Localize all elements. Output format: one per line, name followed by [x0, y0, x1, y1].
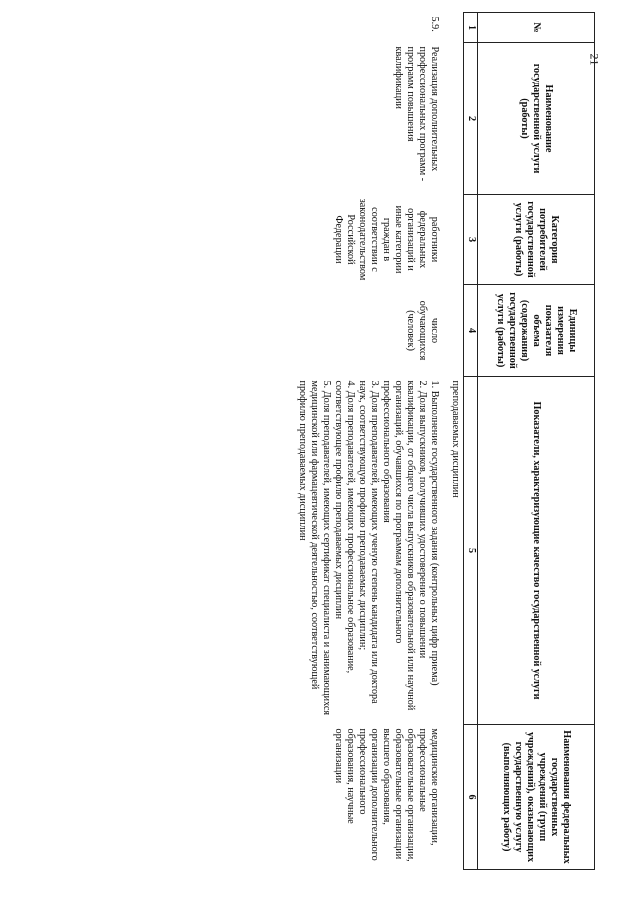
header-row [478, 13, 595, 870]
continuation-row [443, 13, 464, 870]
column-number: 6 [464, 725, 478, 870]
quality-indicators [294, 377, 443, 725]
rotated-table-wrapper [20, 12, 595, 870]
indicator-item: 1. Выполнение государственного задания (контрольных цифр приема) [429, 380, 440, 686]
indicator-item: 3. Доля преподавателей, имеющих ученую степень кандидата или доктора наук, соответствующую профилю преподаваемых дисциплин; [356, 380, 380, 704]
header-consumer-category: Категория потребителей государственной услуги (работы) [478, 195, 595, 285]
column-number: 4 [464, 285, 478, 377]
table-row [294, 13, 443, 870]
column-number: 1 [464, 13, 478, 43]
header-number: № [478, 13, 595, 43]
continuation-text: преподаваемых дисциплин [450, 380, 461, 498]
column-numbers-row [464, 13, 478, 870]
column-number: 3 [464, 195, 478, 285]
indicator-item: 4. Доля преподавателей, имеющих профессиональное образование, соответствующее профилю преподаваемых дисциплин [332, 380, 356, 674]
consumer-category: работники федеральных организаций и иные категории граждан в соответствии с законодательством Российской Федерации [332, 198, 440, 281]
header-institutions: Наименования федеральных государственных учреждений (групп учреждений), оказывающих государственную услугу (выполняющих работу) [478, 725, 595, 870]
institutions: медицинские организации, профессиональные образовательные организации, образовательные организации высшего образования, организации дополнительного профессионального образования, научные организации [332, 728, 440, 862]
column-number: 5 [464, 377, 478, 725]
service-name: Реализация дополнительных профессиональных программ - программ повышения квалификации [392, 46, 440, 182]
header-unit: Единицы измерения показателя объема (содержания) государственной услуги (работы) [478, 285, 595, 377]
column-number: 2 [464, 43, 478, 195]
services-table [294, 12, 595, 870]
page-number: 21 [587, 53, 602, 66]
unit-of-measure: число обучающихся (человек) [404, 300, 440, 361]
row-number: 5.9. [429, 16, 440, 32]
header-service-name: Наименование государственной услуги (работы) [478, 43, 595, 195]
indicator-item: 2. Доля выпускников, получивших удостоверение о повышении квалификации, от общего числа выпускников образовательной или научной организаций, обучавшихся по программам дополнительного профессионального образования [380, 380, 428, 711]
indicator-item: 5. Доля преподавателей, имеющих сертификат специалиста и занимающихся медицинской или фармацевтической деятельностью, соответствующей профилю преподаваемых дисциплин [296, 380, 332, 716]
header-quality-indicators: Показатели, характеризующие качество государственной услуги [478, 377, 595, 725]
